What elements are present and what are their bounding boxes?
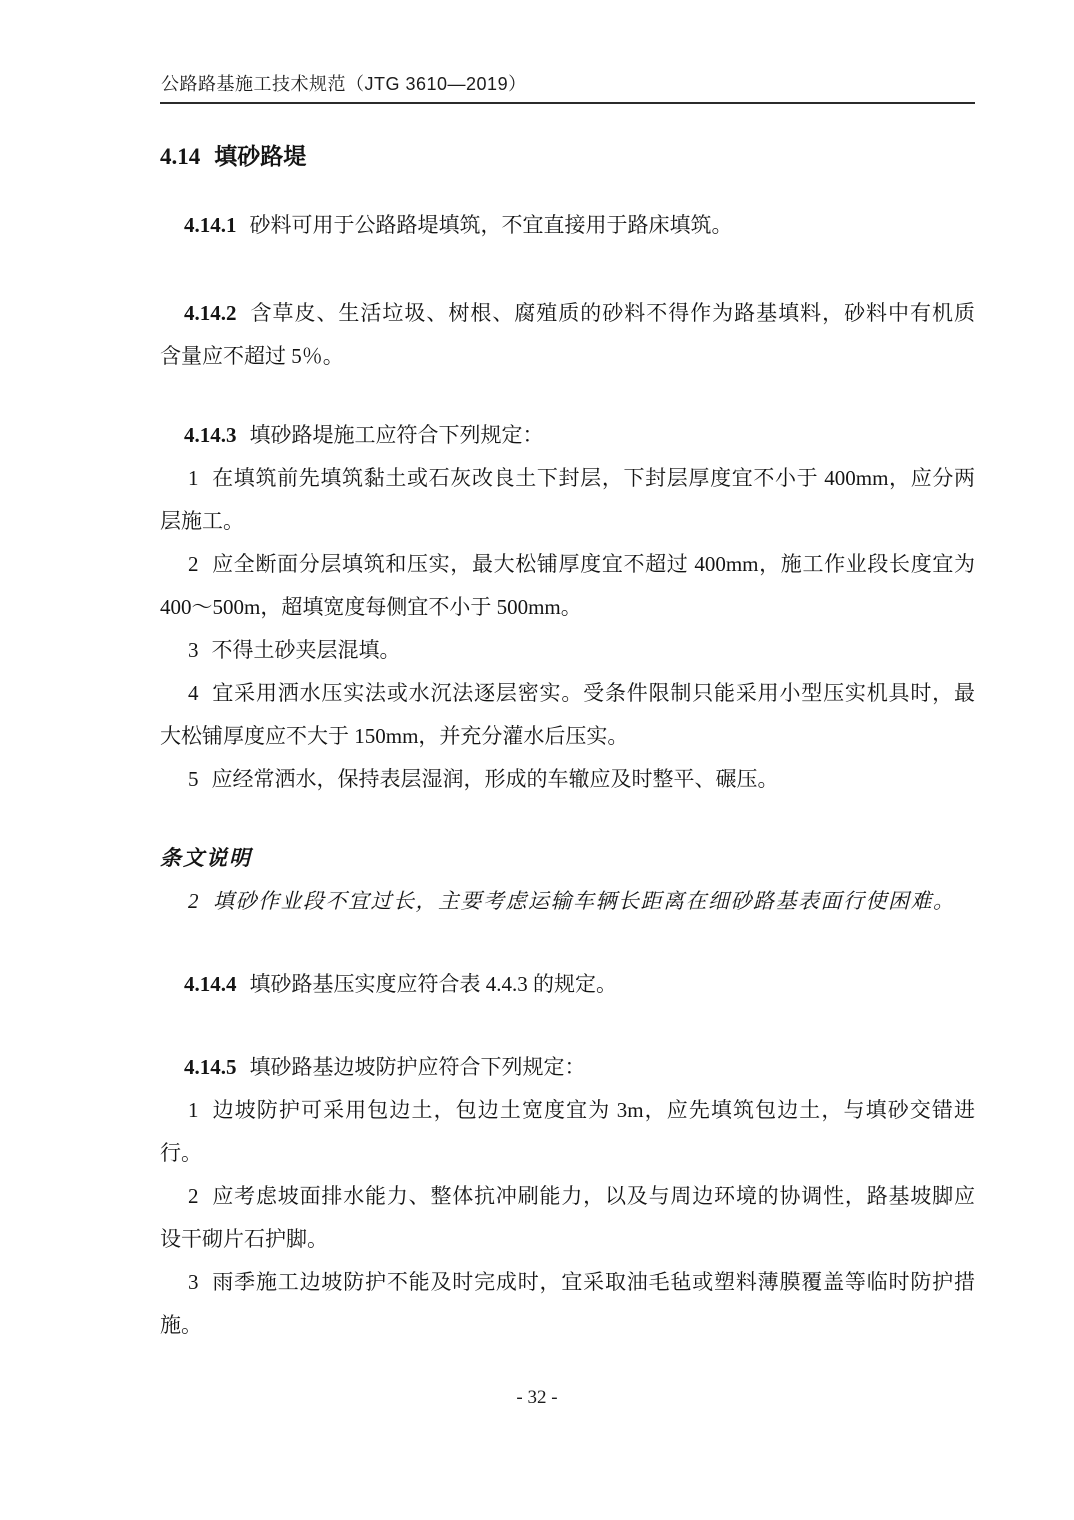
running-header-title: 公路路基施工技术规范（JTG 3610—2019） bbox=[161, 74, 527, 94]
clause-4-14-2-number: 4.14.2 bbox=[184, 301, 237, 325]
commentary-heading: 条文说明 bbox=[160, 846, 252, 870]
clause-4-14-3-item-1-line-2 bbox=[160, 500, 975, 543]
header-rule bbox=[160, 102, 975, 104]
clause-4-14-3-item-1-line-1 bbox=[160, 457, 975, 500]
item-text: 宜采用洒水压实法或水沉法逐层密实。受条件限制只能采用小型压实机具时，最 bbox=[211, 681, 975, 705]
item-text-cont: 设干砌片石护脚。 bbox=[160, 1227, 328, 1251]
item-text: 边坡防护可采用包边土，包边土宽度宜为 3m，应先填筑包边土，与填砂交错进 bbox=[211, 1098, 975, 1122]
clause-4-14-3-intro-text: 填砂路堤施工应符合下列规定： bbox=[249, 423, 544, 447]
clause-4-14-3-item-4-line-2 bbox=[160, 715, 975, 758]
item-text: 在填筑前先填筑黏土或石灰改良土下封层，下封层厚度宜不小于 400mm，应分两 bbox=[211, 466, 975, 490]
clause-4-14-2-line-2 bbox=[160, 335, 975, 378]
clause-4-14-5-item-3-line-1 bbox=[160, 1261, 975, 1304]
clause-4-14-5-item-2-line-1 bbox=[160, 1175, 975, 1218]
clause-4-14-1-text: 砂料可用于公路路堤填筑，不宜直接用于路床填筑。 bbox=[249, 213, 733, 237]
clause-4-14-5-intro-text: 填砂路基边坡防护应符合下列规定： bbox=[249, 1055, 586, 1079]
page-content bbox=[160, 105, 975, 1347]
page-number: - 32 - bbox=[516, 1387, 558, 1408]
clause-4-14-4-number: 4.14.4 bbox=[184, 972, 237, 996]
item-number: 3 bbox=[188, 638, 199, 662]
section-heading bbox=[160, 135, 975, 178]
clause-4-14-4-text: 填砂路基压实度应符合表 4.4.3 的规定。 bbox=[249, 972, 617, 996]
item-number: 5 bbox=[188, 767, 199, 791]
item-text-cont: 层施工。 bbox=[160, 509, 244, 533]
item-text: 应经常洒水，保持表层湿润，形成的车辙应及时整平、碾压。 bbox=[211, 767, 779, 791]
clause-4-14-5-item-3-line-2 bbox=[160, 1304, 975, 1347]
section-number: 4.14 bbox=[160, 144, 201, 169]
clause-4-14-5-item-2-line-2 bbox=[160, 1218, 975, 1261]
clause-4-14-4 bbox=[160, 963, 975, 1006]
item-number: 1 bbox=[188, 1098, 199, 1122]
item-text: 不得土砂夹层混填。 bbox=[211, 638, 401, 662]
clause-4-14-3-number: 4.14.3 bbox=[184, 423, 237, 447]
item-number: 3 bbox=[188, 1270, 199, 1294]
commentary-item bbox=[160, 880, 975, 923]
clause-4-14-2-text: 含草皮、生活垃圾、树根、腐殖质的砂料不得作为路基填料，砂料中有机质 bbox=[249, 301, 975, 325]
item-number: 2 bbox=[188, 1184, 199, 1208]
item-text-cont: 行。 bbox=[160, 1141, 202, 1165]
clause-4-14-2-line-1 bbox=[160, 292, 975, 335]
item-text-cont: 施。 bbox=[160, 1313, 202, 1337]
clause-4-14-3-item-2-line-1 bbox=[160, 543, 975, 586]
clause-4-14-3-item-2-line-2 bbox=[160, 586, 975, 629]
commentary-item-text: 填砂作业段不宜过长，主要考虑运输车辆长距离在细砂路基表面行使困难。 bbox=[213, 889, 956, 913]
clause-4-14-5-item-1-line-2 bbox=[160, 1132, 975, 1175]
commentary-item-number: 2 bbox=[188, 889, 200, 913]
item-number: 2 bbox=[188, 552, 199, 576]
item-text-cont: 大松铺厚度应不大于 150mm，并充分灌水后压实。 bbox=[160, 724, 629, 748]
item-text: 应全断面分层填筑和压实，最大松铺厚度宜不超过 400mm，施工作业段长度宜为 bbox=[211, 552, 975, 576]
item-text-cont: 400～500m，超填宽度每侧宜不小于 500mm。 bbox=[160, 595, 582, 619]
item-text: 雨季施工边坡防护不能及时完成时，宜采取油毛毡或塑料薄膜覆盖等临时防护措 bbox=[211, 1270, 975, 1294]
clause-4-14-5-item-1-line-1 bbox=[160, 1089, 975, 1132]
clause-4-14-1 bbox=[160, 204, 975, 247]
item-text: 应考虑坡面排水能力、整体抗冲刷能力，以及与周边环境的协调性，路基坡脚应 bbox=[211, 1184, 975, 1208]
item-number: 4 bbox=[188, 681, 199, 705]
clause-4-14-3-intro bbox=[160, 414, 975, 457]
clause-4-14-3-item-4-line-1 bbox=[160, 672, 975, 715]
clause-4-14-1-number: 4.14.1 bbox=[184, 213, 237, 237]
clause-4-14-5-number: 4.14.5 bbox=[184, 1055, 237, 1079]
clause-4-14-2-text-cont: 含量应不超过 5％。 bbox=[160, 344, 344, 368]
section-title-text: 填砂路堤 bbox=[214, 143, 307, 169]
clause-4-14-3-item-3 bbox=[160, 629, 975, 672]
item-number: 1 bbox=[188, 466, 199, 490]
clause-4-14-3-item-5 bbox=[160, 758, 975, 801]
clause-4-14-5-intro bbox=[160, 1046, 975, 1089]
